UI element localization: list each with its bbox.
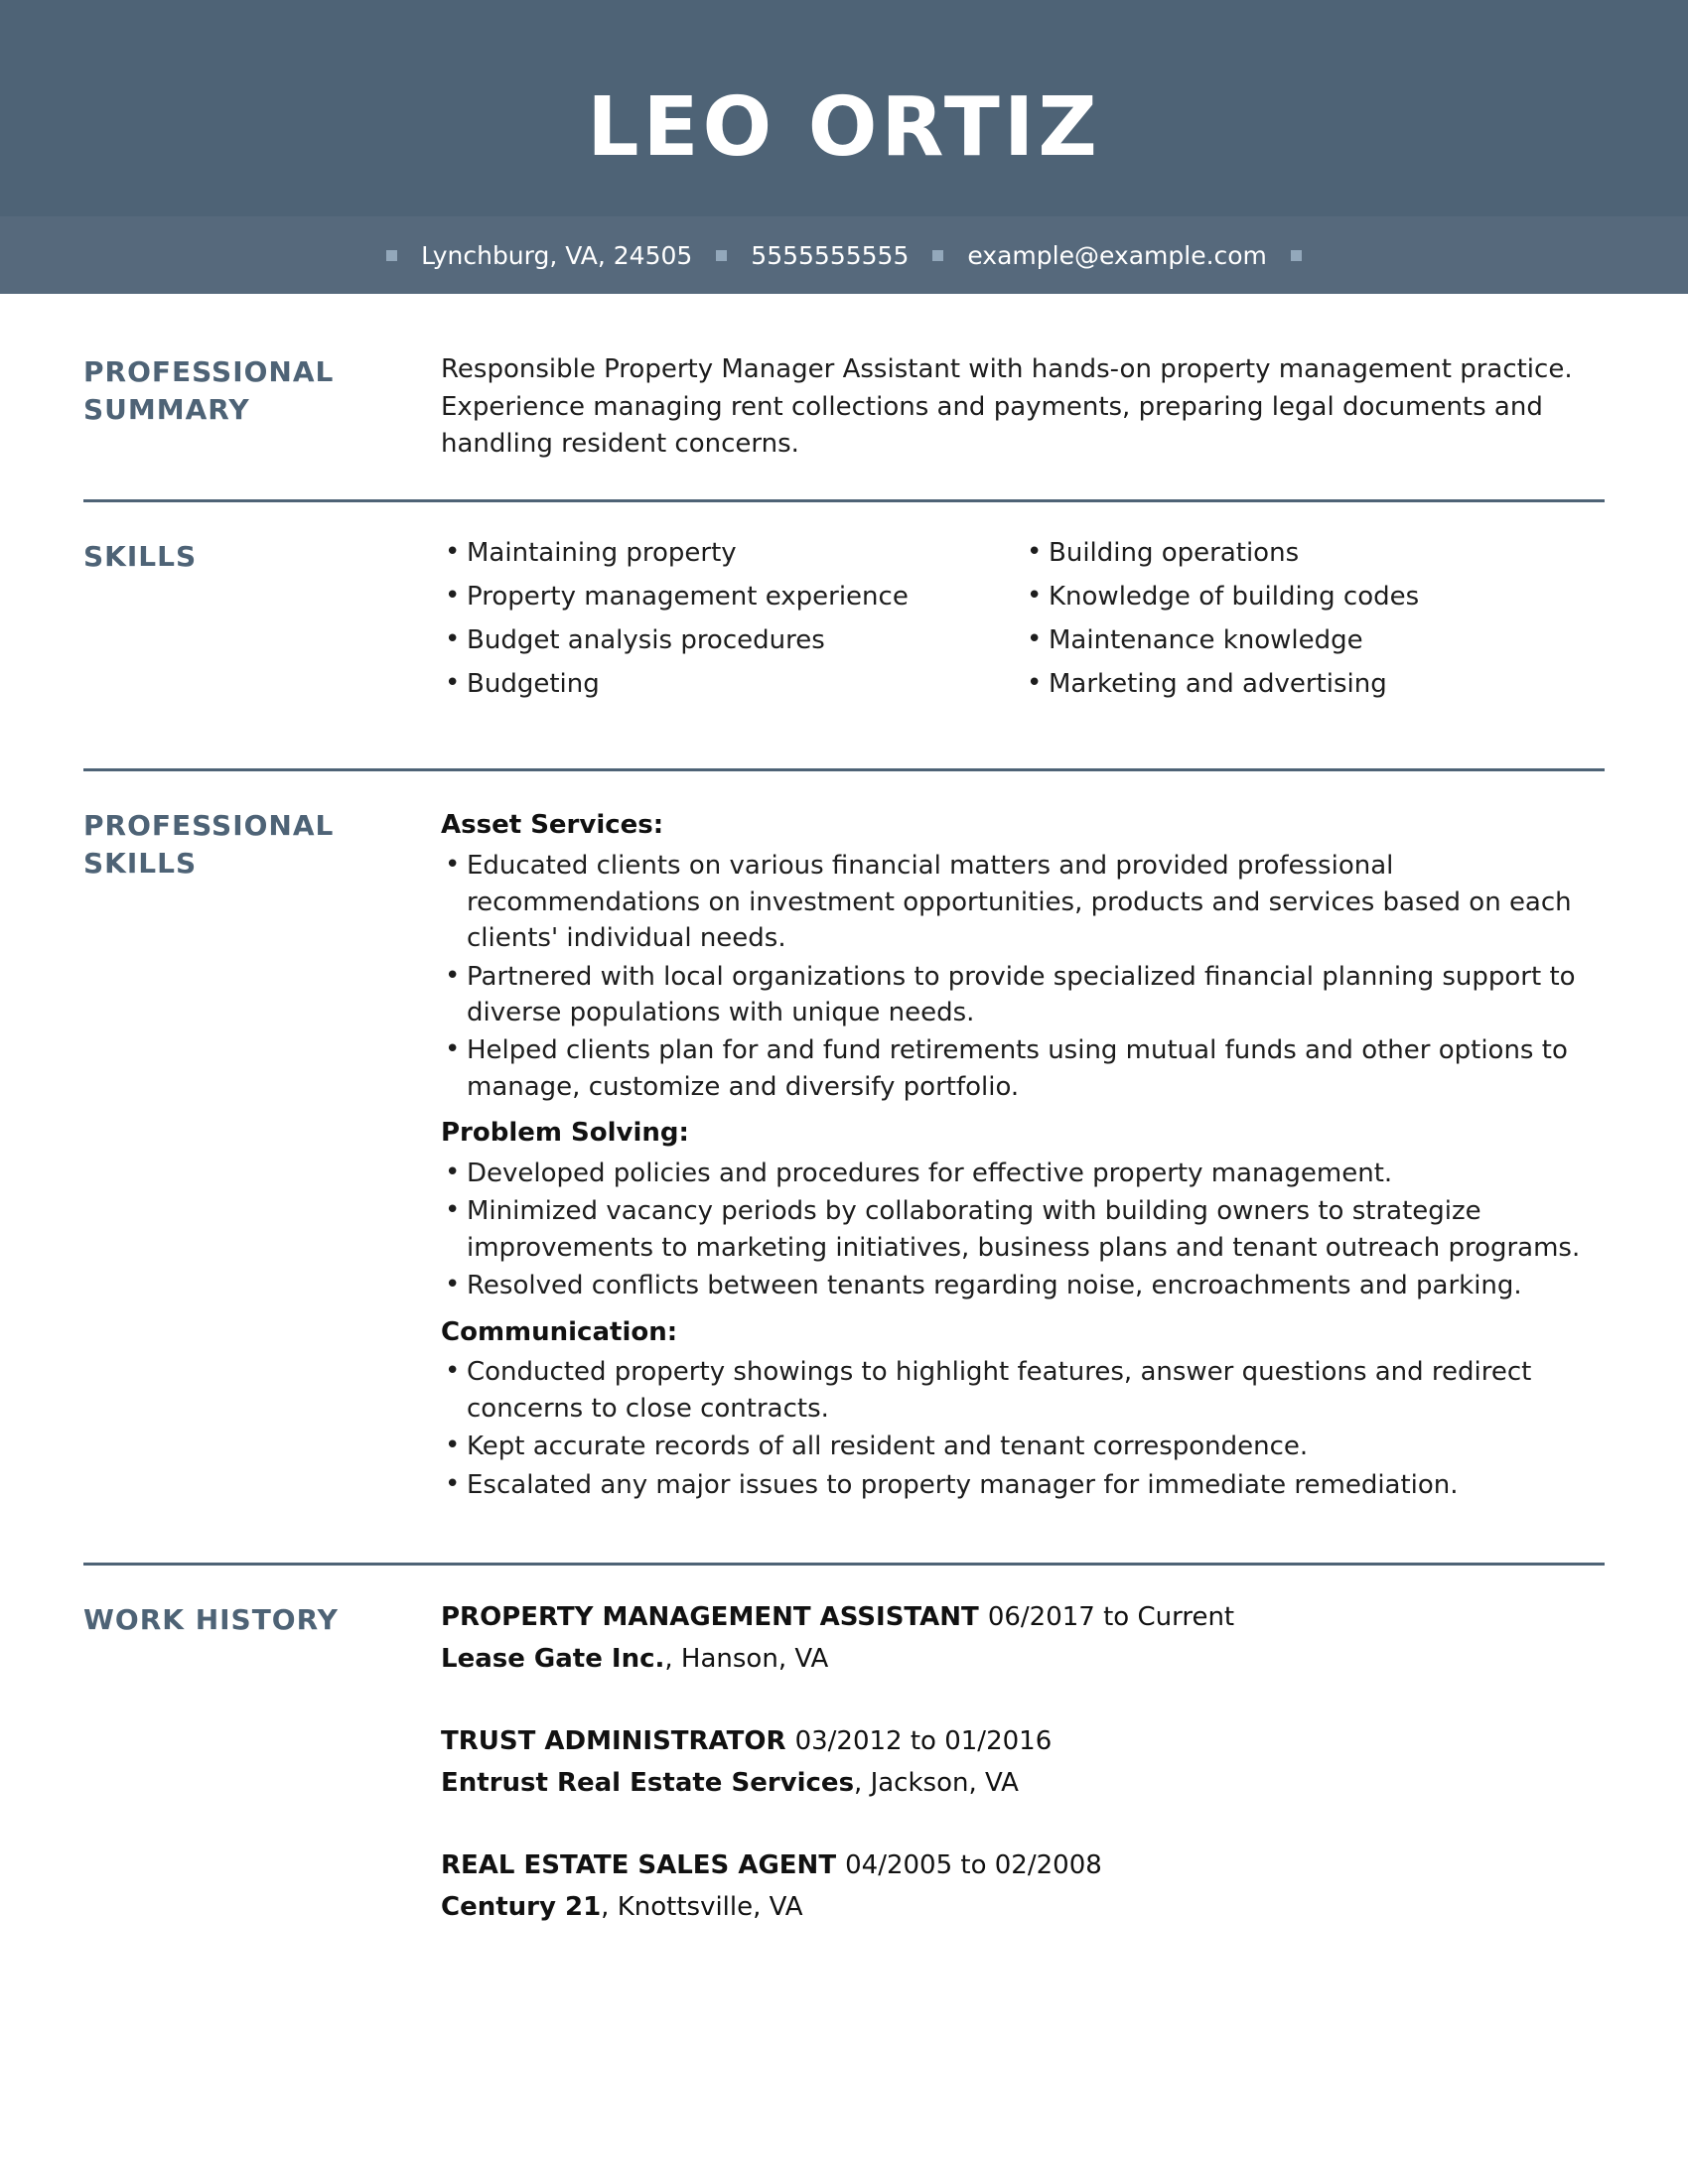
list-item: • Property management experience [441,580,1003,614]
list-item: • Knowledge of building codes [1023,580,1605,614]
list-item: • Maintenance knowledge [1023,623,1605,658]
job-title: TRUST ADMINISTRATOR [441,1725,786,1756]
professional-summary-text: Responsible Property Manager Assistant with hands-on property management practice. Experience managing rent collections and payments, preparing legal documents and handling resident concerns. [441,354,1573,460]
square-bullet-icon [1291,250,1302,261]
list-item: • Developed policies and procedures for effective property management. [441,1156,1605,1191]
list-item: • Kept accurate records of all resident and tenant correspondence. [441,1429,1605,1464]
job-location: , Knottsville, VA [601,1891,803,1922]
work-history-entry [441,1847,1605,1926]
bottom-spacer [83,1925,1605,1984]
section-label-skills: SKILLS [83,540,198,574]
job-dates: 04/2005 to 02/2008 [845,1849,1102,1880]
skill-group-communication [441,1314,1605,1503]
skills-list-left [441,536,1003,702]
contact-phone: 5555555555 [751,240,910,270]
skills-list-right [1023,536,1605,702]
job-company: Century 21 [441,1891,602,1922]
work-history-entry [441,1599,1605,1678]
section-skills [83,502,1605,711]
section-label-professional-summary: PROFESSIONAL SUMMARY [83,355,335,426]
section-professional-summary [83,294,1605,464]
candidate-name: LEO ORTIZ [587,80,1101,175]
resume-header [0,0,1688,294]
skills-column-left [441,536,1023,711]
job-dates: 03/2012 to 01/2016 [794,1725,1053,1756]
contact-row [362,241,1326,270]
group-title: Asset Services: [441,810,664,841]
job-title-line [441,1723,1605,1760]
job-title: REAL ESTATE SALES AGENT [441,1849,837,1880]
job-company-line [441,1889,1605,1926]
work-history-entry [441,1723,1605,1802]
list-item: • Educated clients on various financial matters and provided professional recommendations on investment opportunities, products and services based on each clients' individual needs. [441,848,1605,956]
list-item: • Building operations [1023,536,1605,571]
list-item: • Budget analysis procedures [441,623,1003,658]
square-bullet-icon [386,250,397,261]
list-item: • Resolved conflicts between tenants regarding noise, encroachments and parking. [441,1268,1605,1303]
contact-email: example@example.com [967,240,1267,270]
job-company-line [441,1641,1605,1678]
job-title: PROPERTY MANAGEMENT ASSISTANT [441,1602,979,1633]
list-item: • Escalated any major issues to property manager for immediate remediation. [441,1467,1605,1503]
list-item: • Conducted property showings to highlight features, answer questions and redirect concerns to close contracts. [441,1354,1605,1427]
list-item: • Maintaining property [441,536,1003,571]
section-label-professional-skills: PROFESSIONAL SKILLS [83,809,335,881]
job-dates: 06/2017 to Current [987,1602,1235,1633]
group-title: Problem Solving: [441,1118,689,1149]
group-list [441,848,1605,1105]
skills-column-right [1023,536,1605,711]
contact-location: Lynchburg, VA, 24505 [421,240,693,270]
list-item: • Helped clients plan for and fund retirements using mutual funds and other options to manage, customize and diversify portfolio. [441,1032,1605,1105]
job-company-line [441,1765,1605,1802]
section-work-history [83,1566,1605,1925]
list-item: • Minimized vacancy periods by collaborating with building owners to strategize improvements to marketing initiatives, business plans and tenant outreach programs. [441,1193,1605,1266]
group-title: Communication: [441,1316,678,1347]
list-item: • Marketing and advertising [1023,667,1605,702]
job-company: Lease Gate Inc. [441,1643,665,1674]
section-label-work-history: WORK HISTORY [83,1603,339,1637]
contact-bar [0,216,1688,294]
section-professional-skills [83,771,1605,1505]
job-title-line [441,1847,1605,1884]
skill-group-problem-solving [441,1115,1605,1303]
group-list [441,1156,1605,1304]
skills-columns [441,536,1605,711]
square-bullet-icon [716,250,727,261]
list-item: • Budgeting [441,667,1003,702]
job-company: Entrust Real Estate Services [441,1767,855,1798]
square-bullet-icon [932,250,943,261]
job-title-line [441,1599,1605,1636]
resume-body [0,294,1688,1984]
list-item: • Partnered with local organizations to provide specialized financial planning support to diverse populations with unique needs. [441,959,1605,1031]
job-location: , Hanson, VA [664,1643,829,1674]
skill-group-asset-services [441,807,1605,1105]
job-location: , Jackson, VA [854,1767,1019,1798]
group-list [441,1354,1605,1503]
